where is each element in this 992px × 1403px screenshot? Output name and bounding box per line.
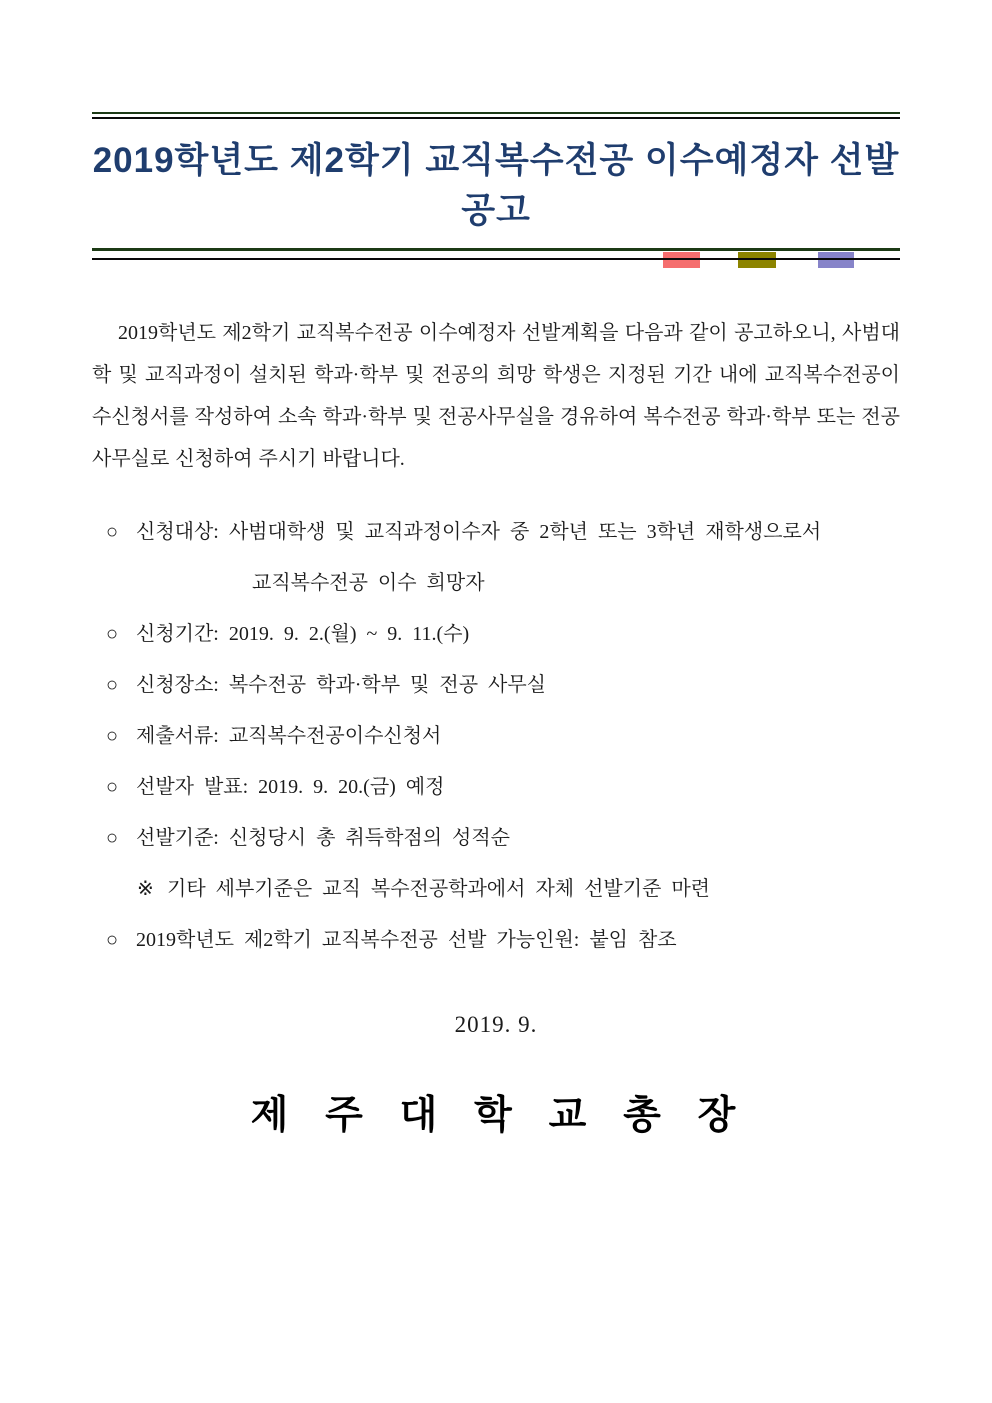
bullet-item: [92, 826, 900, 850]
bullet-marker: ○: [106, 827, 119, 849]
header-top-rule: [92, 112, 900, 119]
bullet-text: 신청장소: 복수전공 학과·학부 및 전공 사무실: [136, 674, 546, 696]
bullet-text: 선발자 발표: 2019. 9. 20.(금) 예정: [136, 776, 445, 798]
black-rule-line: [92, 258, 900, 260]
bullet-item: [92, 673, 900, 697]
document-content: [92, 112, 900, 1140]
bullet-item: [92, 928, 900, 952]
bullet-text: 신청대상: 사범대학생 및 교직과정이수자 중 2학년 또는 3학년 재학생으로서: [136, 521, 822, 543]
bullet-marker: ○: [106, 776, 119, 798]
bullet-marker: ○: [106, 725, 119, 747]
note-marker: ※: [137, 878, 154, 900]
decor-square-purple: [818, 252, 854, 268]
bullet-text: 2019학년도 제2학기 교직복수전공 선발 가능인원: 붙임 참조: [136, 929, 677, 951]
bullet-item: [92, 724, 900, 748]
decor-square-red: [663, 252, 700, 268]
intro-paragraph: 2019학년도 제2학기 교직복수전공 이수예정자 선발계획을 다음과 같이 공고하오니, 사범대학 및 교직과정이 설치된 학과·학부 및 전공의 희망 학생은 지정된 기간 내에 교직복수전공이수신청서를 작성하여 소속 학과·학부 및 전공사무실을 경유하여 복수전공 학과·학부 또는 전공사무실로 신청하여 주시기 바랍니다.: [92, 322, 900, 470]
decor-square-olive: [738, 252, 776, 268]
bullet-item-continuation: [238, 571, 900, 595]
header-bottom-rule: [92, 248, 900, 274]
signature-president: 제 주 대 학 교 총 장: [250, 1094, 742, 1137]
bullet-marker: ○: [106, 674, 119, 696]
notice-title: 2019학년도 제2학기 교직복수전공 이수예정자 선발 공고: [92, 141, 900, 230]
bullet-text: 교직복수전공 이수 희망자: [252, 572, 485, 594]
bullet-list: [92, 520, 900, 952]
bullet-item: [92, 622, 900, 646]
bullet-marker: ○: [106, 521, 119, 543]
bullet-item: [92, 775, 900, 799]
bullet-text: 선발기준: 신청당시 총 취득학점의 성적순: [136, 827, 510, 849]
issue-date: 2019. 9.: [454, 1012, 538, 1037]
bullet-marker: ○: [106, 929, 119, 951]
bullet-text: 제출서류: 교직복수전공이수신청서: [136, 725, 442, 747]
note-text: 기타 세부기준은 교직 복수전공학과에서 자체 선발기준 마련: [167, 878, 710, 900]
bullet-marker: ○: [106, 623, 119, 645]
green-rule-line: [92, 248, 900, 251]
bullet-item: [92, 520, 900, 544]
bullet-text: 신청기간: 2019. 9. 2.(월) ~ 9. 11.(수): [136, 623, 470, 645]
note-item: [92, 877, 900, 901]
